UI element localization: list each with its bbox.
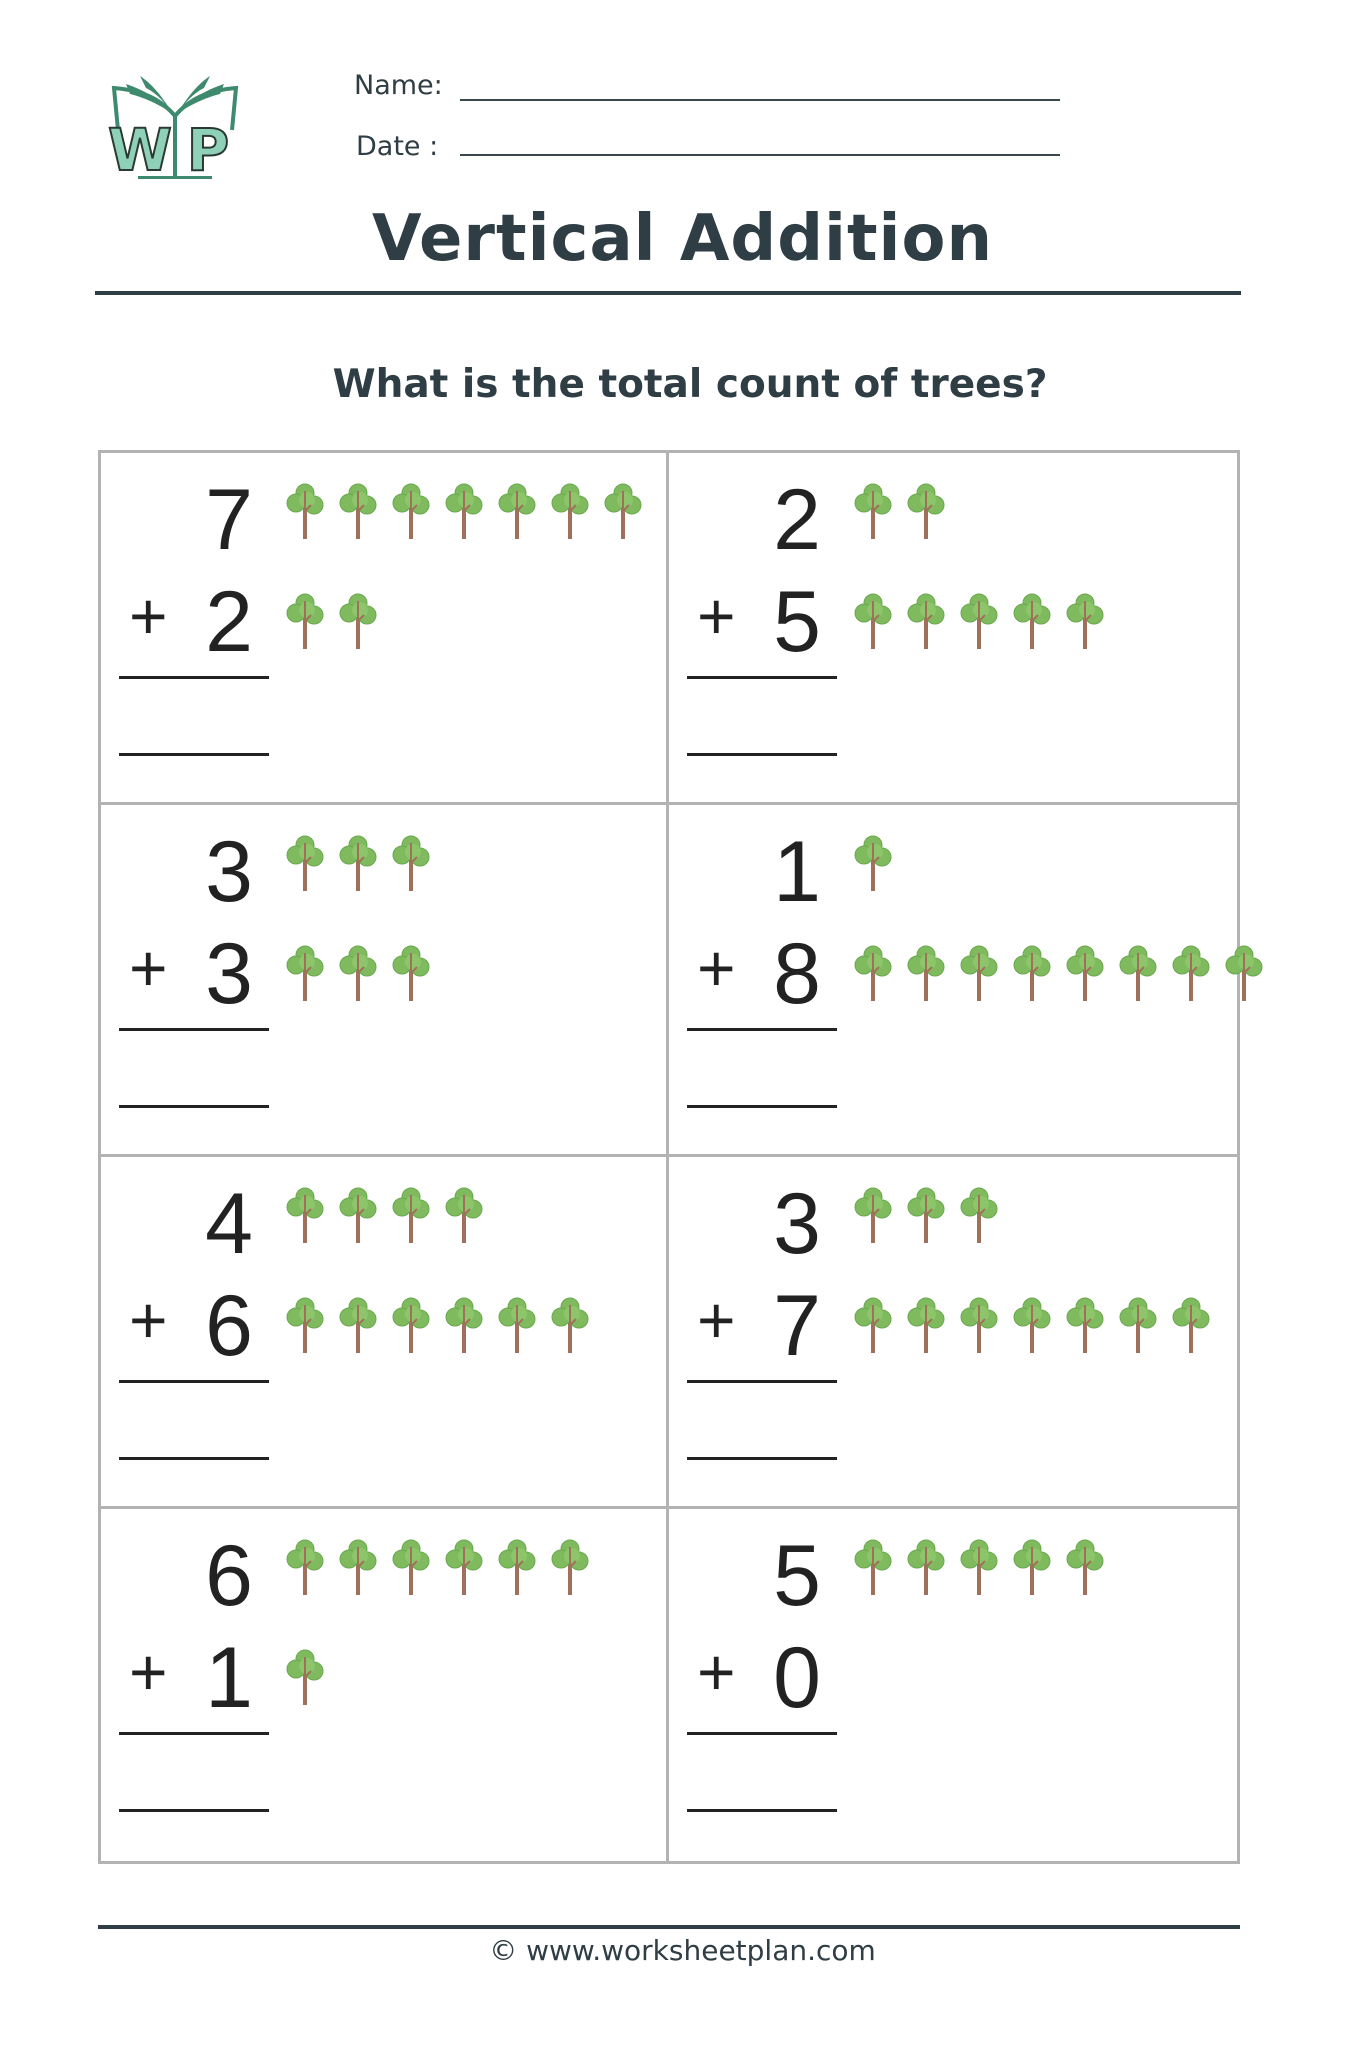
tree-icon bbox=[959, 1537, 999, 1595]
logo-w-letter: W bbox=[108, 116, 172, 184]
name-label: Name: bbox=[354, 70, 443, 101]
answer-blank[interactable] bbox=[119, 1809, 269, 1812]
addend-bottom: 3 bbox=[205, 926, 253, 1022]
tree-icon bbox=[444, 481, 484, 539]
tree-icon bbox=[959, 1295, 999, 1353]
tree-icon bbox=[338, 943, 378, 1001]
tree-icon bbox=[285, 1185, 325, 1243]
addend-top: 7 bbox=[205, 472, 253, 568]
tree-icon bbox=[1012, 591, 1052, 649]
tree-icon bbox=[285, 833, 325, 891]
tree-icon bbox=[285, 1295, 325, 1353]
addend-top: 4 bbox=[205, 1176, 253, 1272]
tree-icon bbox=[338, 1295, 378, 1353]
tree-icon bbox=[853, 833, 893, 891]
tree-icon bbox=[603, 481, 643, 539]
sum-divider-line bbox=[119, 1028, 269, 1031]
addend-top: 3 bbox=[773, 1176, 821, 1272]
tree-icon bbox=[338, 833, 378, 891]
bottom-tree-row bbox=[285, 1295, 590, 1353]
addend-top: 5 bbox=[773, 1528, 821, 1624]
tree-icon bbox=[338, 1537, 378, 1595]
tree-icon bbox=[497, 1295, 537, 1353]
tree-icon bbox=[959, 591, 999, 649]
tree-icon bbox=[391, 1537, 431, 1595]
tree-icon bbox=[444, 1537, 484, 1595]
tree-icon bbox=[1065, 591, 1105, 649]
tree-icon bbox=[906, 1185, 946, 1243]
tree-icon bbox=[497, 1537, 537, 1595]
tree-icon bbox=[906, 1537, 946, 1595]
tree-icon bbox=[1224, 943, 1264, 1001]
copyright-icon: © bbox=[489, 1934, 518, 1967]
top-tree-row bbox=[285, 833, 431, 891]
tree-icon bbox=[1171, 943, 1211, 1001]
tree-icon bbox=[1118, 1295, 1158, 1353]
bottom-tree-row bbox=[853, 591, 1105, 649]
problem-cell bbox=[101, 1157, 669, 1509]
tree-icon bbox=[285, 591, 325, 649]
answer-blank[interactable] bbox=[687, 1809, 837, 1812]
tree-icon bbox=[391, 833, 431, 891]
addend-bottom: 7 bbox=[773, 1278, 821, 1374]
tree-icon bbox=[285, 1537, 325, 1595]
tree-icon bbox=[906, 1295, 946, 1353]
logo-p-letter: P bbox=[186, 116, 230, 184]
tree-icon bbox=[550, 481, 590, 539]
title-divider bbox=[95, 291, 1241, 295]
top-tree-row bbox=[853, 833, 893, 891]
tree-icon bbox=[338, 591, 378, 649]
footer-url: www.worksheetplan.com bbox=[526, 1934, 876, 1967]
sum-divider-line bbox=[687, 676, 837, 679]
plus-operator: + bbox=[129, 579, 168, 653]
plus-operator: + bbox=[129, 1283, 168, 1357]
name-field[interactable] bbox=[460, 99, 1060, 101]
addend-top: 1 bbox=[773, 824, 821, 920]
tree-icon bbox=[1012, 943, 1052, 1001]
answer-blank[interactable] bbox=[119, 753, 269, 756]
problem-cell bbox=[101, 1509, 669, 1861]
addend-top: 2 bbox=[773, 472, 821, 568]
addend-top: 3 bbox=[205, 824, 253, 920]
tree-icon bbox=[391, 1295, 431, 1353]
tree-icon bbox=[391, 1185, 431, 1243]
question-prompt: What is the total count of trees? bbox=[332, 362, 1048, 407]
tree-icon bbox=[550, 1537, 590, 1595]
tree-icon bbox=[906, 943, 946, 1001]
problem-grid bbox=[98, 450, 1240, 1864]
tree-icon bbox=[1012, 1537, 1052, 1595]
tree-icon bbox=[1118, 943, 1158, 1001]
answer-blank[interactable] bbox=[687, 753, 837, 756]
plus-operator: + bbox=[697, 1283, 736, 1357]
tree-icon bbox=[497, 481, 537, 539]
addend-bottom: 1 bbox=[205, 1630, 253, 1726]
problem-cell bbox=[101, 805, 669, 1157]
tree-icon bbox=[853, 481, 893, 539]
tree-icon bbox=[285, 1647, 325, 1705]
answer-blank[interactable] bbox=[119, 1457, 269, 1460]
addend-bottom: 5 bbox=[773, 574, 821, 670]
tree-icon bbox=[338, 481, 378, 539]
tree-icon bbox=[906, 481, 946, 539]
problem-cell bbox=[669, 453, 1237, 805]
top-tree-row bbox=[853, 1537, 1105, 1595]
top-tree-row bbox=[285, 1537, 590, 1595]
footer-divider bbox=[98, 1925, 1240, 1929]
addend-top: 6 bbox=[205, 1528, 253, 1624]
top-tree-row bbox=[285, 481, 643, 539]
sum-divider-line bbox=[119, 1732, 269, 1735]
sum-divider-line bbox=[687, 1732, 837, 1735]
page-title: Vertical Addition bbox=[371, 202, 994, 276]
sum-divider-line bbox=[687, 1028, 837, 1031]
answer-blank[interactable] bbox=[687, 1457, 837, 1460]
bottom-tree-row bbox=[853, 943, 1264, 1001]
plus-operator: + bbox=[129, 931, 168, 1005]
plus-operator: + bbox=[129, 1635, 168, 1709]
problem-cell bbox=[669, 1157, 1237, 1509]
tree-icon bbox=[853, 1295, 893, 1353]
bottom-tree-row bbox=[285, 943, 431, 1001]
tree-icon bbox=[285, 481, 325, 539]
tree-icon bbox=[285, 943, 325, 1001]
worksheetplan-logo-icon bbox=[100, 68, 250, 184]
top-tree-row bbox=[853, 1185, 999, 1243]
tree-icon bbox=[338, 1185, 378, 1243]
top-tree-row bbox=[853, 481, 946, 539]
problem-cell bbox=[669, 1509, 1237, 1861]
bottom-tree-row bbox=[285, 1647, 325, 1705]
sum-divider-line bbox=[687, 1380, 837, 1383]
tree-icon bbox=[959, 1185, 999, 1243]
problem-cell bbox=[669, 805, 1237, 1157]
tree-icon bbox=[444, 1295, 484, 1353]
problem-cell bbox=[101, 453, 669, 805]
answer-blank[interactable] bbox=[119, 1105, 269, 1108]
plus-operator: + bbox=[697, 579, 736, 653]
answer-blank[interactable] bbox=[687, 1105, 837, 1108]
bottom-tree-row bbox=[853, 1295, 1211, 1353]
sum-divider-line bbox=[119, 676, 269, 679]
footer-credit bbox=[0, 1934, 1365, 1967]
tree-icon bbox=[853, 1185, 893, 1243]
tree-icon bbox=[853, 1537, 893, 1595]
top-tree-row bbox=[285, 1185, 484, 1243]
tree-icon bbox=[1065, 1537, 1105, 1595]
tree-icon bbox=[959, 943, 999, 1001]
tree-icon bbox=[853, 943, 893, 1001]
date-label: Date : bbox=[356, 131, 439, 162]
sum-divider-line bbox=[119, 1380, 269, 1383]
plus-operator: + bbox=[697, 931, 736, 1005]
tree-icon bbox=[1065, 943, 1105, 1001]
tree-icon bbox=[391, 481, 431, 539]
addend-bottom: 2 bbox=[205, 574, 253, 670]
tree-icon bbox=[1065, 1295, 1105, 1353]
tree-icon bbox=[391, 943, 431, 1001]
tree-icon bbox=[1171, 1295, 1211, 1353]
tree-icon bbox=[444, 1185, 484, 1243]
tree-icon bbox=[853, 591, 893, 649]
tree-icon bbox=[550, 1295, 590, 1353]
bottom-tree-row bbox=[285, 591, 378, 649]
tree-icon bbox=[906, 591, 946, 649]
addend-bottom: 0 bbox=[773, 1630, 821, 1726]
date-field[interactable] bbox=[460, 154, 1060, 156]
addend-bottom: 8 bbox=[773, 926, 821, 1022]
plus-operator: + bbox=[697, 1635, 736, 1709]
tree-icon bbox=[1012, 1295, 1052, 1353]
addend-bottom: 6 bbox=[205, 1278, 253, 1374]
